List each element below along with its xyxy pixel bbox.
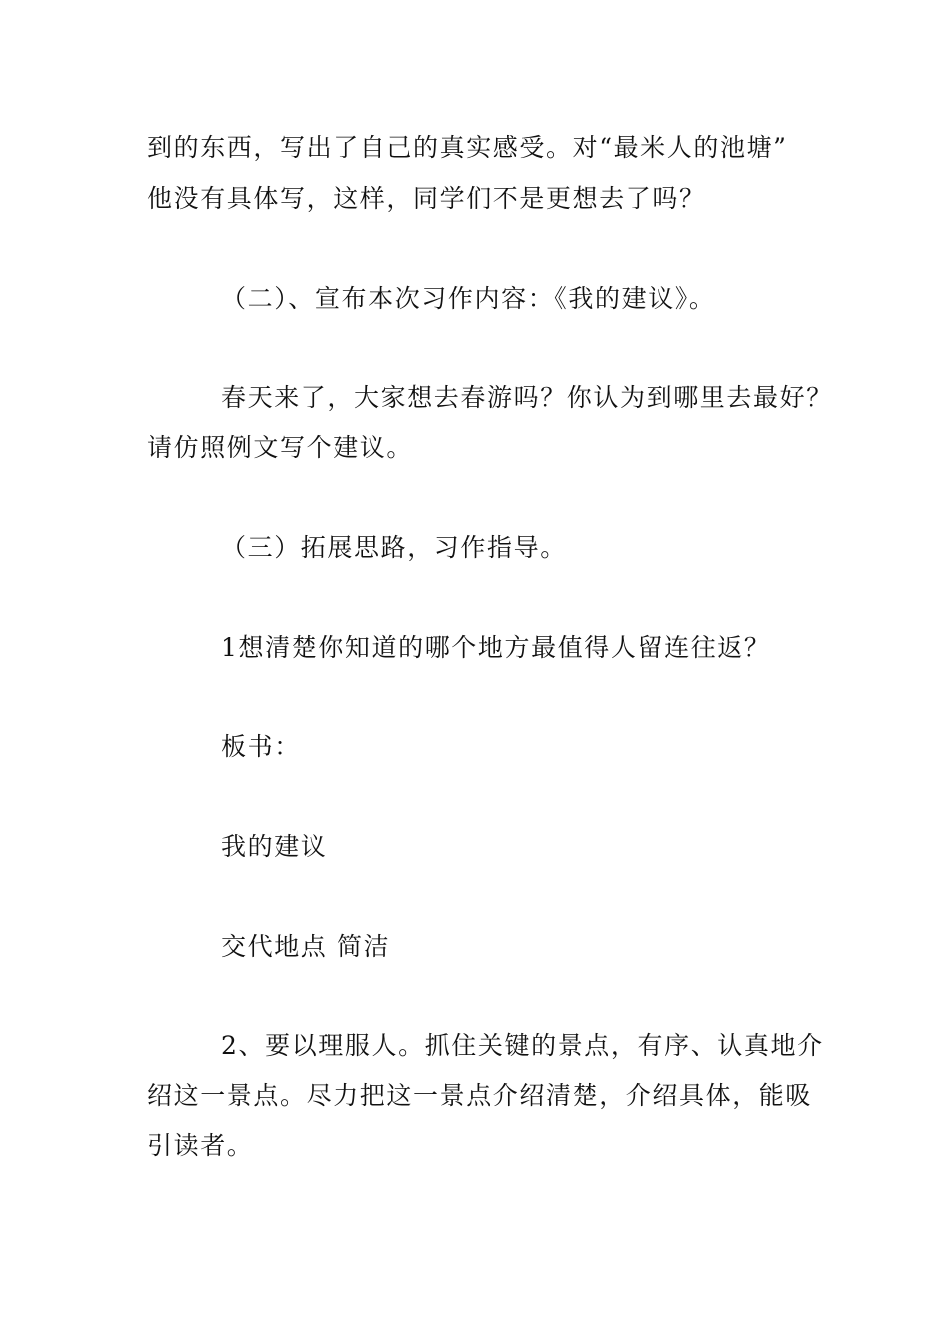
blackboard-label: 板书： — [221, 732, 301, 761]
guidance-item-2-line-3: 引读者。 — [147, 1131, 254, 1160]
section-heading-2: （二）、宣布本次习作内容：《我的建议》。 — [221, 284, 716, 313]
guidance-item-2-line-2: 绍这一景点。尽力把这一景点介绍清楚，介绍具体，能吸 — [147, 1081, 813, 1110]
paragraph-1-line-1: 到的东西，写出了自己的真实感受。对“最米人的池塘” — [147, 133, 788, 162]
guidance-item-1: 1想清楚你知道的哪个地方最值得人留连往返？ — [221, 633, 771, 662]
paragraph-3-line-2: 请仿照例文写个建议。 — [147, 433, 414, 462]
guidance-item-2-line-1: 2、要以理服人。抓住关键的景点，有序、认真地介 — [221, 1031, 824, 1060]
blackboard-point: 交代地点 简洁 — [221, 932, 391, 961]
section-heading-3: （三）拓展思路，习作指导。 — [221, 533, 567, 562]
paragraph-3-line-1: 春天来了，大家想去春游吗？你认为到哪里去最好？ — [221, 383, 833, 412]
paragraph-1-line-2: 他没有具体写，这样，同学们不是更想去了吗？ — [147, 184, 706, 213]
blackboard-title: 我的建议 — [221, 832, 328, 861]
